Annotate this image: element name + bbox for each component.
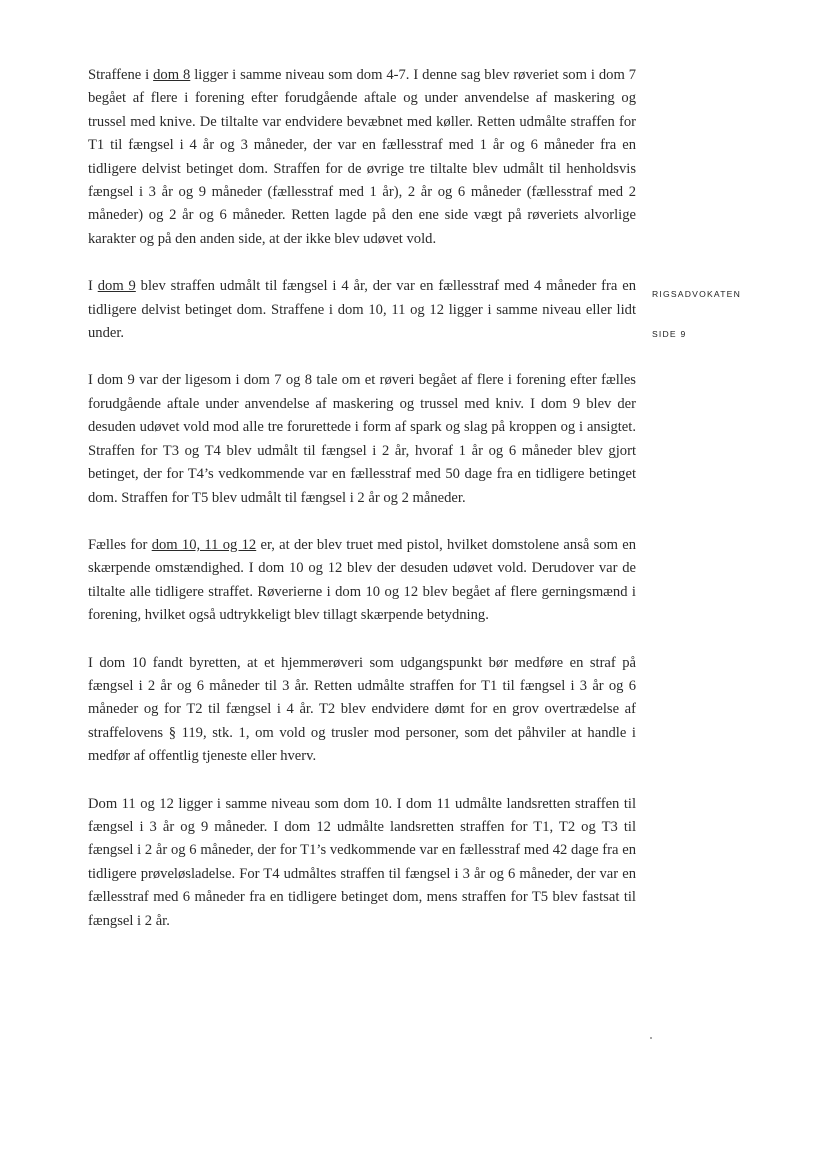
paragraph-dom-9-details: I dom 9 var der ligesom i dom 7 og 8 tale om et røveri begået af flere i forening efter fælles forudgående aftale under anvendelse af maskering og trussel med kniv. I dom 9 blev der desuden udøvet vold mod alle tre forurettede i form af spark og slag på kroppen og i ansigtet. Straffen for T3 og T4 blev udmålt til fængsel i 2 år, hvoraf 1 år og 6 måneder blev gjort betinget, der for T4’s vedkommende var en fællesstraf med 50 dage fra en tidligere betinget dom. Straffen for T5 blev udmålt til fængsel i 2 år og 2 måneder. (88, 372, 636, 506)
paragraph-text: blev straffen udmålt til fængsel i 4 år, der var en fællesstraf med 4 måneder fra en tidligere delvist betinget dom. Straffene i dom 10, 11 og 12 ligger i samme niveau eller lidt under. (88, 278, 636, 342)
case-reference-dom-9: dom 9 (97, 278, 136, 295)
paragraph-text: I (88, 278, 98, 295)
paragraph-dom-8 (88, 64, 636, 251)
paragraph-text: ligger i samme niveau som dom 4-7. I denne sag blev røveriet som i dom 7 begået af flere i forening efter forudgående aftale og under anvendelse af maskering og trussel med knive. De tiltalte var endvidere bevæbnet med køller. Retten udmålte straffen for T1 til fængsel i 4 år og 3 måneder, der var en fællesstraf med 1 år og 6 måneder fra en tidligere delvist betinget dom. Straffen for de øvrige tre tiltalte blev udmålt til henholdsvis fængsel i 3 år og 9 måneder (fællesstraf med 1 år), 2 år og 6 måneder (fællesstraf med 2 måneder) og 2 år og 6 måneder. Retten lagde på den ene side vægt på røveriets alvorlige karakter og på den anden side, at der ikke blev udøvet vold. (88, 67, 637, 247)
sidebar-page-number: SIDE 9 (652, 329, 687, 339)
paragraph-text: er, at der blev truet med pistol, hvilket domstolene anså som en skærpende omstændighed. I dom 10 og 12 blev der desuden udøvet vold. Derudover var de tiltalte alle tidligere straffet. Røverierne i dom 10 og 12 blev begået af flere gerningsmænd i forening, hvilket også udtrykkeligt blev tillagt skærpende betydning. (88, 536, 636, 624)
paragraph-dom-11-12: Dom 11 og 12 ligger i samme niveau som dom 10. I dom 11 udmålte landsretten straffen til fængsel i 3 år og 9 måneder. I dom 12 udmålte landsretten straffen for T1, T2 og T3 til fængsel i 2 år og 6 måneder, der for T1’s vedkommende var en fællesstraf med 42 dage fra en tidligere prøveløsladelse. For T4 udmåltes straffen til fængsel i 3 år og 6 måneder, der var en fællesstraf med 6 måneder fra en tidligere betinget dom, mens straffen for T5 blev fastsat til fængsel i 2 år. (88, 795, 636, 929)
paragraph-dom-9 (88, 275, 636, 345)
body-text (88, 64, 636, 933)
case-reference-dom-10-11-12: dom 10, 11 og 12 (151, 536, 257, 553)
paragraph-dom-10: I dom 10 fandt byretten, at et hjemmerøveri som udgangspunkt bør medføre en straf på fængsel i 2 år og 6 måneder til 3 år. Retten udmålte straffen for T1 til fængsel i 3 år og 6 måneder og for T2 til fængsel i 4 år. T2 blev endvidere dømt for en grov overtrædelse af straffelovens § 119, stk. 1, om vold og trusler mod personer, som det påhviler at handle i medfør af offentlig tjeneste eller hverv. (88, 654, 636, 765)
paragraph-text: Fælles for (88, 536, 152, 553)
case-reference-dom-8: dom 8 (153, 67, 191, 83)
scan-speck (650, 1037, 652, 1039)
paragraph-dom-10-11-12 (88, 534, 636, 628)
sidebar-organization: RIGSADVOKATEN (652, 289, 741, 299)
paragraph-text: Straffene i (88, 67, 154, 83)
